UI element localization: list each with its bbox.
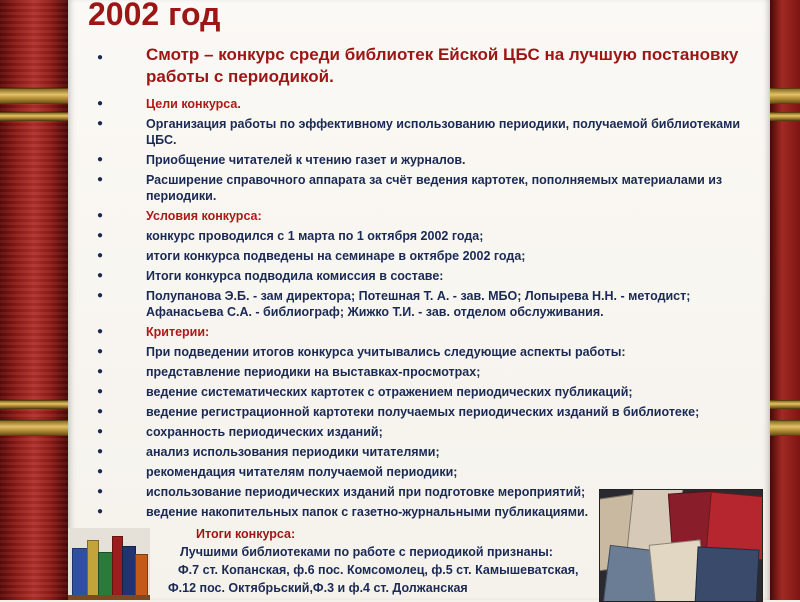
bullet-item: ● итоги конкурса подведены на семинаре в октябре 2002 года;	[92, 248, 742, 264]
bullet-item: ● ведение систематических картотек с отражением периодических публикаций;	[92, 384, 742, 400]
bullet-item: ● ведение накопительных папок с газетно-журнальными публикациями.	[92, 504, 742, 520]
magazine-image	[694, 546, 759, 602]
bullet-item: ● Расширение справочного аппарата за счёт ведения картотек, пополняемых материалами из периодики.	[92, 172, 742, 204]
slide-title: 2002 год	[88, 0, 221, 32]
results-line: ● Ф.12 пос. Октябрьский,Ф.3 и ф.4 ст. Должанская	[150, 579, 620, 597]
magazines-photo	[599, 489, 763, 602]
bullet-item: ● рекомендация читателям получаемой периодики;	[92, 464, 742, 480]
bullet-item: ● Цели конкурса.	[92, 96, 742, 112]
bullet-item: ● Критерии:	[92, 324, 742, 340]
spine-gold-band	[0, 88, 68, 104]
bullet-item: ● конкурс проводился с 1 марта по 1 октября 2002 года;	[92, 228, 742, 244]
bullet-item: ● При подведении итогов конкурса учитывались следующие аспекты работы:	[92, 344, 742, 360]
spine-gold-band	[770, 112, 800, 121]
bullet-item: ● сохранность периодических изданий;	[92, 424, 742, 440]
spine-gold-band	[770, 88, 800, 104]
bullet-item: ● ведение регистрационной картотеки получаемых периодических изданий в библиотеке;	[92, 404, 742, 420]
bullet-item: ● Приобщение читателей к чтению газет и журналов.	[92, 152, 742, 168]
results-heading: Итоги конкурса:	[196, 527, 296, 541]
bullet-item: ● анализ использования периодики читателями;	[92, 444, 742, 460]
books-illustration	[68, 528, 150, 600]
bullet-item: ● использование периодических изданий при подготовке мероприятий;	[92, 484, 742, 500]
shelf-image	[68, 595, 150, 600]
bullet-item: ● Организация работы по эффективному использованию периодики, получаемой библиотеками ЦБС.	[92, 116, 742, 148]
bullet-item: ● Условия конкурса:	[92, 208, 742, 224]
spine-gold-band	[0, 400, 68, 409]
bullet-list	[92, 44, 742, 524]
results-line: Ф.7 ст. Копанская, ф.6 пос. Комсомолец, ф.5 ст. Камышеватская,	[178, 563, 579, 577]
book-image	[72, 548, 88, 600]
book-image	[122, 546, 136, 600]
bullet-item: ● Итоги конкурса подводила комиссия в составе:	[92, 268, 742, 284]
contest-results	[150, 525, 620, 597]
left-book-spine-border	[0, 0, 68, 600]
spine-gold-band	[770, 420, 800, 436]
spine-gold-band	[770, 400, 800, 409]
bullet-item: ● Полупанова Э.Б. - зам директора; Потешная Т. А. - зав. МБО; Лопырева Н.Н. - методист; Афанасьева С.А. - библиограф; Жижко Т.И. - зав. отделом обслуживания.	[92, 288, 742, 320]
book-image	[98, 552, 113, 600]
bullet-item: ● представление периодики на выставках-просмотрах;	[92, 364, 742, 380]
book-image	[135, 554, 148, 600]
spine-gold-band	[0, 112, 68, 121]
bullet-item: ● Смотр – конкурс среди библиотек Ейской ЦБС на лучшую постановку работы с периодикой.	[92, 44, 742, 88]
right-book-spine-border	[770, 0, 800, 600]
spine-gold-band	[0, 420, 68, 436]
results-line: Лучшими библиотеками по работе с периодикой признаны:	[180, 545, 553, 559]
